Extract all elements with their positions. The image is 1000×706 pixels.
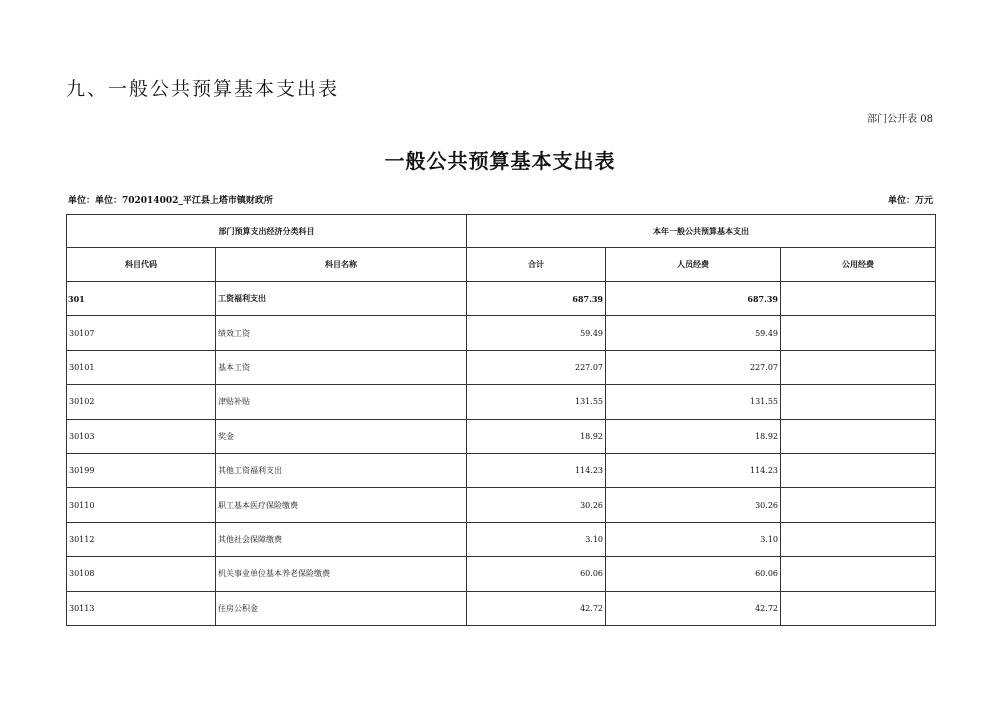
table-row (67, 522, 936, 556)
cell-personnel: 3.10 (606, 522, 781, 556)
table-row (67, 350, 936, 384)
cell-code: 30199 (67, 453, 216, 487)
cell-total: 114.23 (467, 453, 606, 487)
section-title: 九、一般公共预算基本支出表 (66, 78, 340, 100)
cell-public (781, 419, 936, 453)
cell-total: 687.39 (467, 282, 606, 316)
column-header-total: 合计 (467, 248, 606, 282)
table-row (67, 385, 936, 419)
table-group-header-row (67, 215, 936, 248)
cell-name: 住房公积金 (216, 591, 467, 625)
cell-personnel: 60.06 (606, 557, 781, 591)
currency-unit-label: 单位：万元 (887, 196, 933, 206)
cell-public (781, 282, 936, 316)
cell-name: 奖金 (216, 419, 467, 453)
cell-total: 30.26 (467, 488, 606, 522)
cell-name: 工资福利支出 (216, 282, 467, 316)
cell-personnel: 131.55 (606, 385, 781, 419)
column-header-code: 科目代码 (67, 248, 216, 282)
cell-public (781, 316, 936, 350)
column-header-personnel: 人员经费 (606, 248, 781, 282)
group-header-classification: 部门预算支出经济分类科目 (67, 215, 467, 248)
cell-personnel: 18.92 (606, 419, 781, 453)
cell-name: 津贴补贴 (216, 385, 467, 419)
cell-public (781, 522, 936, 556)
cell-code: 30110 (67, 488, 216, 522)
cell-personnel: 30.26 (606, 488, 781, 522)
cell-code: 30101 (67, 350, 216, 384)
cell-public (781, 385, 936, 419)
column-header-public: 公用经费 (781, 248, 936, 282)
cell-code: 30103 (67, 419, 216, 453)
column-header-name: 科目名称 (216, 248, 467, 282)
table-row (67, 591, 936, 625)
table-row (67, 488, 936, 522)
page-title: 一般公共预算基本支出表 (384, 149, 616, 173)
group-header-expenditure: 本年一般公共预算基本支出 (467, 215, 936, 248)
cell-public (781, 453, 936, 487)
cell-personnel: 227.07 (606, 350, 781, 384)
table-header-row (67, 248, 936, 282)
cell-public (781, 488, 936, 522)
cell-personnel: 114.23 (606, 453, 781, 487)
cell-total: 42.72 (467, 591, 606, 625)
cell-total: 227.07 (467, 350, 606, 384)
cell-total: 18.92 (467, 419, 606, 453)
cell-code: 30113 (67, 591, 216, 625)
table-row (67, 282, 936, 316)
form-number: 部门公开表 08 (867, 114, 933, 125)
cell-total: 3.10 (467, 522, 606, 556)
cell-public (781, 350, 936, 384)
cell-name: 其他社会保障缴费 (216, 522, 467, 556)
table-row (67, 453, 936, 487)
cell-total: 60.06 (467, 557, 606, 591)
cell-code: 30112 (67, 522, 216, 556)
cell-total: 131.55 (467, 385, 606, 419)
cell-name: 机关事业单位基本养老保险缴费 (216, 557, 467, 591)
cell-personnel: 42.72 (606, 591, 781, 625)
cell-name: 职工基本医疗保险缴费 (216, 488, 467, 522)
cell-total: 59.49 (467, 316, 606, 350)
unit-label: 单位：单位：702014002_平江县上塔市镇财政所 (68, 196, 273, 206)
cell-code: 30107 (67, 316, 216, 350)
cell-name: 绩效工资 (216, 316, 467, 350)
cell-name: 其他工资福利支出 (216, 453, 467, 487)
table-row (67, 316, 936, 350)
cell-public (781, 591, 936, 625)
cell-code: 30108 (67, 557, 216, 591)
cell-personnel: 59.49 (606, 316, 781, 350)
cell-personnel: 687.39 (606, 282, 781, 316)
table-row (67, 419, 936, 453)
budget-table (66, 214, 936, 626)
cell-code: 301 (67, 282, 216, 316)
cell-code: 30102 (67, 385, 216, 419)
cell-name: 基本工资 (216, 350, 467, 384)
cell-public (781, 557, 936, 591)
table-row (67, 557, 936, 591)
